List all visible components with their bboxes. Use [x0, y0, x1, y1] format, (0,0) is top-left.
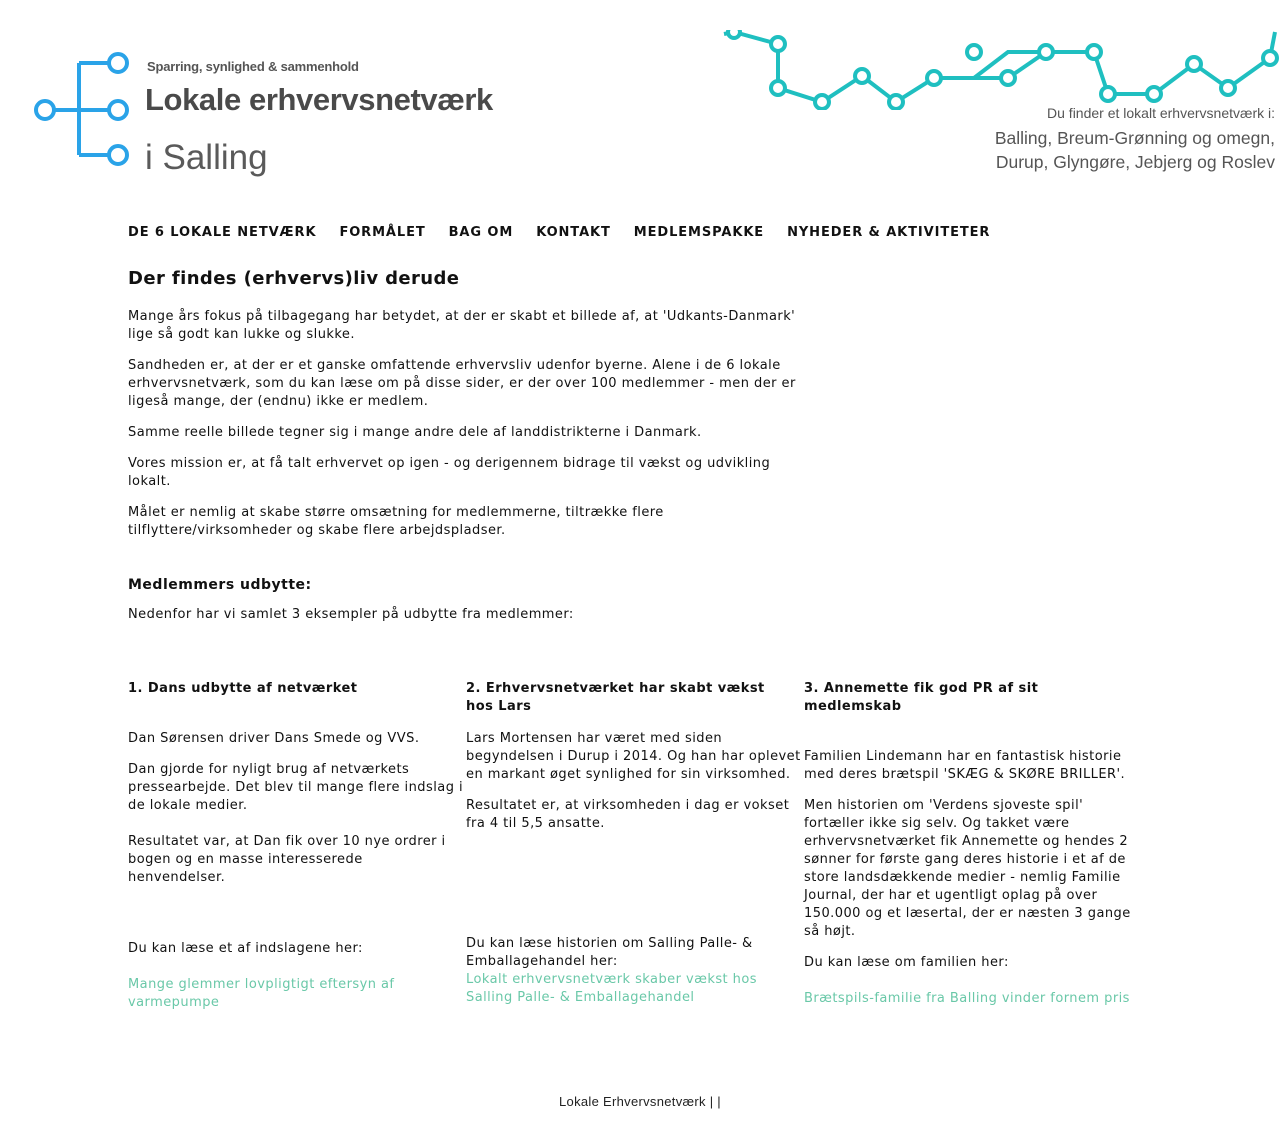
page-title: Der findes (erhvervs)liv derude [128, 268, 460, 289]
site-header [0, 0, 1280, 200]
site-subtitle: i Salling [145, 138, 268, 177]
nav-item-bag-om[interactable]: BAG OM [448, 225, 514, 240]
site-tagline: Sparring, synlighed & sammenhold [147, 59, 359, 74]
nav-item-medlemspakke[interactable]: MEDLEMSPAKKE [633, 225, 765, 240]
benefit-paragraph: Dan Sørensen driver Dans Smede og VVS. [128, 731, 420, 746]
benefit-paragraph: Familien Lindemann har en fantastisk historie med deres brætspil 'SKÆG & SKØRE BRILLER'. [804, 749, 1126, 782]
nav-item-kontakt[interactable]: KONTAKT [536, 225, 611, 240]
intro-section [128, 308, 1148, 540]
benefit-heading: 3. Annemette fik god PR af sit medlemskab [804, 681, 1039, 714]
benefit-paragraph: Lars Mortensen har været med siden begyndelsen i Durup i 2014. Og han har oplevet en markant øget synlighed for sin virksomhed. [466, 731, 801, 782]
benefits-heading: Medlemmers udbytte: [128, 577, 312, 593]
benefit-paragraph: Dan gjorde for nyligt brug af netværkets pressearbejde. Det blev til mange flere indslag i de lokale medier. [128, 762, 464, 813]
benefit-paragraph: Resultatet var, at Dan fik over 10 nye ordrer i bogen og en masse interesserede henvendelser. [128, 834, 446, 885]
benefit-heading: 2. Erhvervsnetværket har skabt vækst hos Lars [466, 681, 765, 714]
intro-paragraph: Mange års fokus på tilbagegang har betydet, at der er skabt et billede af, at 'Udkants-Danmark' lige så godt kan lukke og slukke. [128, 309, 796, 342]
article-link[interactable]: Lokalt erhvervsnetværk skaber vækst hos Salling Palle- & Emballagehandel [466, 972, 758, 1005]
article-link[interactable]: Brætspils-familie fra Balling vinder fornem pris [804, 991, 1130, 1006]
nav-item-nyheder-aktiviteter[interactable]: NYHEDER & AKTIVITETER [787, 225, 991, 240]
intro-paragraph: Sandheden er, at der er et ganske omfattende erhvervsliv udenfor byerne. Alene i de 6 lokale erhvervsnetværk, som du kan læse om på disse sider, er der over 100 medlemmer - men der er ligeså mange, der (endnu) ikke er medlem. [128, 358, 796, 409]
towns-list [995, 126, 1275, 174]
member-benefits-columns [128, 680, 1148, 1012]
nav-item-formaalet[interactable]: FORMÅLET [339, 225, 426, 240]
intro-paragraph: Samme reelle billede tegner sig i mange andre dele af landdistrikterne i Danmark. [128, 425, 702, 440]
benefit-column-3 [804, 680, 1142, 1012]
article-link[interactable]: Mange glemmer lovpligtigt eftersyn af varmepumpe [128, 977, 395, 1010]
towns-line-2: Durup, Glyngøre, Jebjerg og Roslev [995, 152, 1275, 172]
benefit-paragraph: Resultatet er, at virksomheden i dag er vokset fra 4 til 5,5 ansatte. [466, 798, 790, 831]
read-more-label: Du kan læse om familien her: [804, 955, 1009, 970]
read-more-label: Du kan læse historien om Salling Palle- & Emballagehandel her: [466, 936, 753, 969]
benefit-heading: 1. Dans udbytte af netværket [128, 681, 358, 696]
read-more-label: Du kan læse et af indslagene her: [128, 941, 363, 956]
benefit-column-2 [466, 680, 804, 1012]
site-footer: Lokale Erhvervsnetværk | | [559, 1094, 721, 1109]
intro-paragraph: Målet er nemlig at skabe større omsætning for medlemmerne, tiltrække flere tilflyttere/virksomheder og skabe flere arbejdspladser. [128, 505, 664, 538]
network-wave-graphic [722, 30, 1280, 110]
nav-item-de-6-lokale-netvaerk[interactable]: DE 6 LOKALE NETVÆRK [128, 225, 317, 240]
main-content [128, 268, 1148, 624]
find-network-text: Du finder et lokalt erhvervsnetværk i: [1047, 105, 1275, 121]
benefit-column-1 [128, 680, 466, 1012]
benefit-paragraph: Men historien om 'Verdens sjoveste spil' fortæller ikke sig selv. Og takket være erhvervsnetværket fik Annemette og hendes 2 sønner for første gang deres historie i et af de store landsdækkende medier - nemlig Familie Journal, der har et ugentligt oplag på over 150.000 og et læsertal, der er næsten 3 gange så højt. [804, 798, 1131, 939]
benefits-intro: Nedenfor har vi samlet 3 eksempler på udbytte fra medlemmer: [128, 607, 574, 622]
main-navigation [128, 225, 1013, 240]
towns-line-1: Balling, Breum-Grønning og omegn, [994, 128, 1275, 148]
intro-paragraph: Vores mission er, at få talt erhvervet op igen - og derigennem bidrage til vækst og udvikling lokalt. [128, 456, 771, 489]
network-logo-icon[interactable] [30, 45, 140, 175]
site-title[interactable]: Lokale erhvervsnetværk [145, 82, 493, 117]
